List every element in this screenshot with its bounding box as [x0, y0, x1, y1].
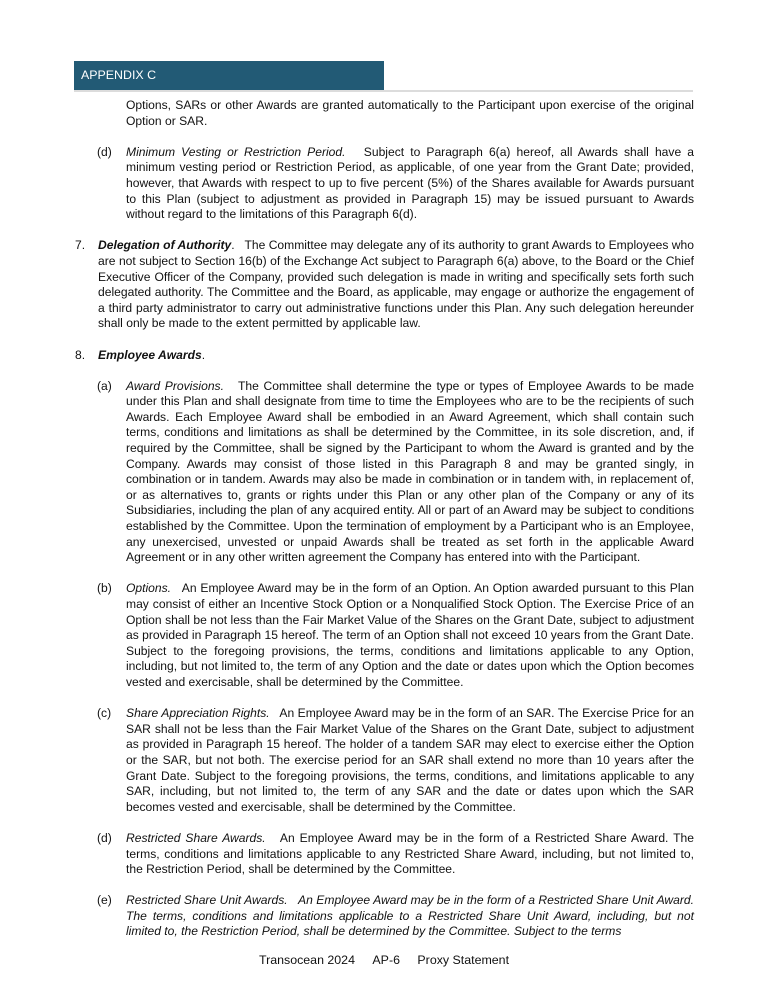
paragraph-6d	[74, 145, 694, 223]
appendix-label: APPENDIX C	[81, 68, 157, 82]
paragraph-title: Restricted Share Awards.	[126, 830, 266, 845]
section-number: 7.	[75, 238, 86, 253]
paragraph-title: Options.	[126, 581, 172, 596]
header-divider	[74, 90, 693, 92]
paragraph-number: (b)	[97, 581, 112, 596]
paragraph-8e	[74, 893, 694, 940]
paragraph-8a	[74, 379, 694, 566]
footer-company: Transocean 2024	[258, 953, 355, 967]
paragraph-body: Subject to Paragraph 6(a) hereof, all Awards shall have a minimum vesting period or Restriction Period, as applicable, of one year from the Grant Date; provided, however, that Awards with respect to up to five percent (5%) of the Shares available for Awards pursuant to this Plan (subject to adjustment as provided in Paragraph 15) may be issued pursuant to Awards without regard to the limitations of this Paragraph 6(d).	[126, 144, 694, 222]
paragraph-body: An Employee Award may be in the form of a Restricted Share Award. The terms, conditions and limitations applicable to any Restricted Share Award, including, but not limited to, the Restriction Period, shall be determined by the Committee.	[126, 830, 695, 877]
paragraph-title: Restricted Share Unit Awards.	[126, 893, 288, 908]
paragraph-title: Minimum Vesting or Restriction Period.	[126, 144, 346, 159]
paragraph-body: An Employee Award may be in the form of an Option. An Option awarded pursuant to this Plan may consist of either an Incentive Stock Option or a Nonqualified Stock Option. The Exercise Price of an Option shall be not less than the Fair Market Value of the Shares on the Grant Date, subject to adjustment as provided in Paragraph 15 hereof. The term of an Option shall not exceed 10 years from the Grant Date. Subject to the foregoing provisions, the terms, conditions and limitations applicable to any Option, including, but not limited to, the term of any Option and the date or dates upon which the Option becomes vested and exercisable, shall be determined by the Committee.	[126, 581, 694, 689]
footer-page-number: AP-6	[372, 953, 400, 967]
section-title: Employee Awards	[98, 347, 202, 362]
paragraph-8b	[74, 581, 694, 690]
continued-paragraph: Options, SARs or other Awards are granted automatically to the Participant upon exercise of the original Option or SAR.	[126, 98, 694, 128]
section-number: 8.	[75, 347, 86, 362]
page-footer	[0, 953, 768, 967]
section-7: 7. Delegation of Authority. The Committee may delegate any of its authority to grant Awards to Employees who are not subject to Section 16(b) of the Exchange Act subject to Paragraph 6(a) above, to the Board or the Chief Executive Officer of the Company, provided such delegation is made in writing and specifically sets forth such delegated authority. The Committee and the Board, as applicable, may engage or authorize the engagement of a third party administrator to carry out administrative functions under this Plan. Any such delegation hereunder shall only be made to the extent permitted by applicable law.	[75, 238, 694, 331]
paragraph-number: (a)	[97, 378, 112, 393]
paragraph-8d	[74, 831, 694, 878]
paragraph-number: (d)	[97, 830, 112, 845]
paragraph-title: Share Appreciation Rights.	[126, 706, 270, 721]
paragraph-body: The Committee shall determine the type or types of Employee Awards to be made under this Plan and shall designate from time to time the Employees who are to be the recipients of such Awards. Each Employee Award shall be embodied in an Award Agreement, which shall contain such terms, conditions and limitations as shall be determined by the Committee, in its sole discretion, and, if required by the Committee, shall be signed by the Participant to whom the Award is granted and by the Company. Awards may consist of those listed in this Paragraph 8 and may be granted singly, in combination or in tandem. Awards may also be made in combination or in tandem with, in replacement of, or as alternatives to, grants or rights under this Plan or any other plan of the Company or any of its Subsidiaries, including the plan of any acquired entity. All or part of an Award may be subject to conditions established by the Committee. Upon the termination of employment by a Participant who is an Employee, any unexercised, unvested or unpaid Awards shall be treated as set forth in the applicable Award Agreement or in any other written agreement the Company has entered into with the Participant.	[126, 378, 694, 565]
paragraph-body: An Employee Award may be in the form of an SAR. The Exercise Price for an SAR shall not be less than the Fair Market Value of the Shares on the Grant Date, subject to adjustment as provided in Paragraph 15 hereof. The holder of a tandem SAR may elect to exercise either the Option or the SAR, but not both. The exercise period for an SAR shall extend no more than 10 years after the Grant Date. Subject to the foregoing provisions, the terms, conditions, and limitations applicable to any SAR, including, but not limited to, the term of any SAR and the date or dates upon which the SAR becomes vested and exercisable, shall be determined by the Committee.	[126, 706, 694, 814]
section-title: Delegation of Authority	[98, 238, 232, 253]
paragraph-number: (d)	[97, 144, 112, 159]
appendix-header	[74, 61, 384, 90]
paragraph-title: Award Provisions.	[126, 378, 224, 393]
document-body	[74, 98, 694, 940]
paragraph-number: (c)	[97, 706, 112, 721]
section-body: The Committee may delegate any of its authority to grant Awards to Employees who are not subject to Section 16(b) of the Exchange Act subject to Paragraph 6(a) above, to the Board or the Chief Executive Officer of the Company, provided such delegation is made in writing and specifically sets forth such delegated authority. The Committee and the Board, as applicable, may engage or authorize the engagement of a third party administrator to carry out administrative functions under this Plan. Any such delegation hereunder shall only be made to the extent permitted by applicable law.	[98, 238, 694, 331]
paragraph-number: (e)	[97, 893, 112, 908]
footer-document-title: Proxy Statement	[417, 953, 510, 967]
paragraph-8c	[74, 706, 694, 815]
section-8: 8. Employee Awards.	[75, 347, 206, 362]
paragraph-body: An Employee Award may be in the form of a Restricted Share Unit Award. The terms, conditions and limitations applicable to a Restricted Share Unit Award, including, but not limited to, the Restriction Period, shall be determined by the Committee. Subject to the terms	[126, 893, 694, 939]
